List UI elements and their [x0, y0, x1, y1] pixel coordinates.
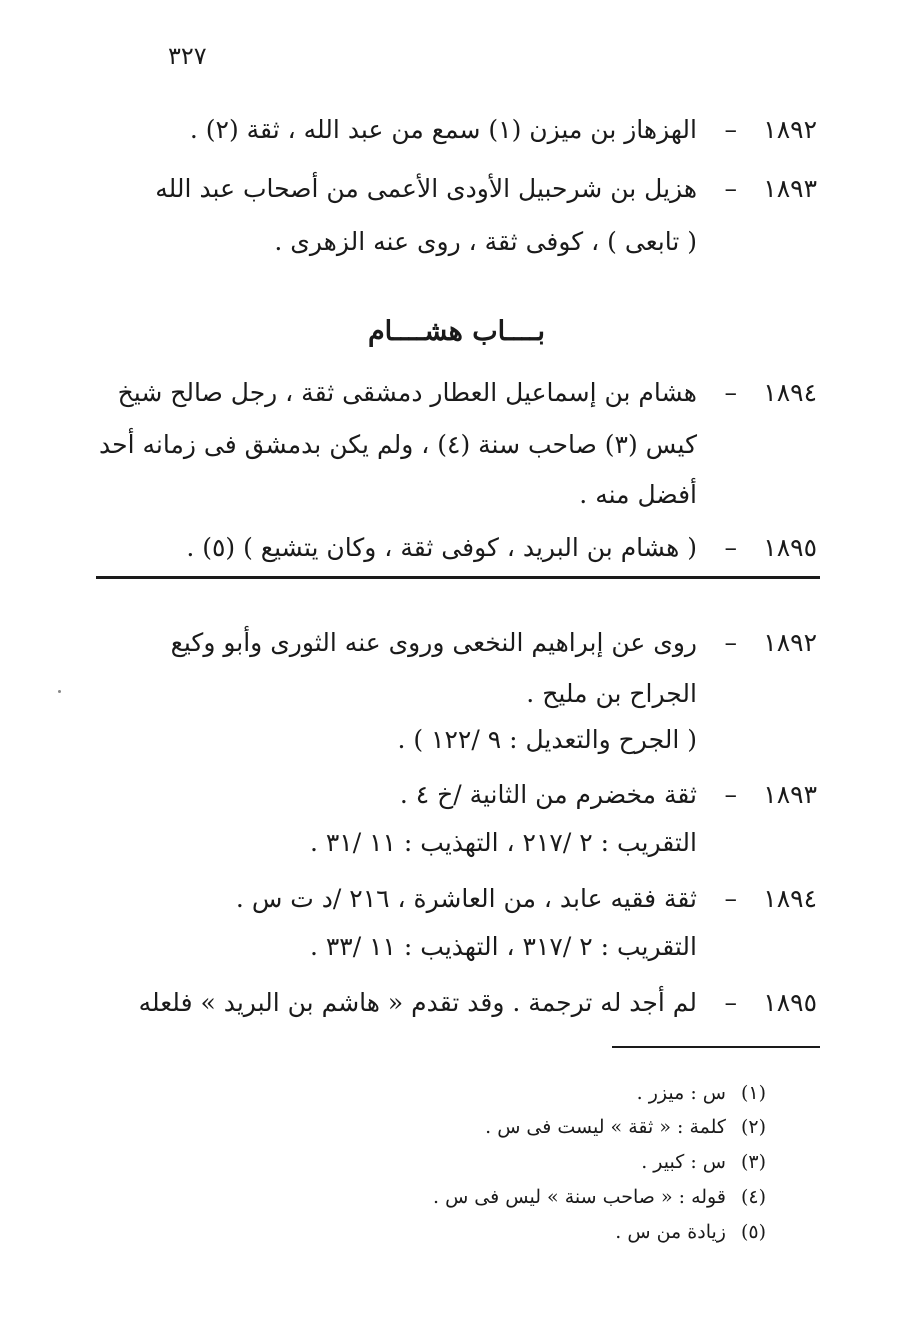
entry-1895: [100, 535, 817, 569]
entry-dash: –: [724, 378, 737, 407]
footnote-2: [485, 1116, 766, 1138]
footnote-1: [637, 1082, 766, 1104]
note-text: روى عن إبراهيم النخعى وروى عنه الثورى وأبو وكيع: [170, 628, 697, 657]
footnote-number: (١): [740, 1082, 766, 1104]
note-reference: التقريب : ٢ /٣١٧ ، التهذيب : ١١ /٣٣ .: [309, 932, 697, 961]
footnote-5: [615, 1221, 766, 1243]
footnote-divider: [612, 1046, 820, 1048]
note-1895: [100, 990, 817, 1024]
footnote-text: س : ميزر .: [636, 1082, 726, 1104]
entry-dash: –: [724, 115, 737, 144]
entry-1893: [100, 176, 817, 210]
footnote-number: (٤): [740, 1186, 766, 1208]
entry-1894: [100, 380, 817, 414]
footnote-text: كلمة : « ثقة » ليست فى س .: [485, 1116, 726, 1138]
note-text: لم أجد له ترجمة . وقد تقدم « هاشم بن البريد » فلعله: [138, 988, 697, 1017]
entry-text: هزيل بن شرحبيل الأودى الأعمى من أصحاب عبد الله: [155, 174, 697, 203]
note-number: ١٨٩٣: [763, 780, 817, 809]
footnote-text: زيادة من س .: [615, 1221, 726, 1243]
note-number: ١٨٩٤: [763, 884, 817, 913]
scan-speck: [58, 690, 61, 693]
note-dash: –: [724, 884, 737, 913]
section-divider: [96, 576, 820, 579]
note-number: ١٨٩٥: [763, 988, 817, 1017]
footnote-number: (٢): [740, 1116, 766, 1138]
entry-1892: [100, 117, 817, 151]
footnote-text: قوله : « صاحب سنة » ليس فى س .: [433, 1186, 726, 1208]
note-1894: [100, 886, 817, 920]
entry-text-continued: كيس (٣) صاحب سنة (٤) ، ولم يكن بدمشق فى زمانه أحد: [99, 430, 697, 459]
entry-number: ١٨٩٥: [763, 533, 817, 562]
footnote-number: (٣): [740, 1151, 766, 1173]
note-text: ثقة مخضرم من الثانية /خ ٤ .: [399, 780, 697, 809]
note-dash: –: [724, 988, 737, 1017]
note-reference: التقريب : ٢ /٢١٧ ، التهذيب : ١١ /٣١ .: [309, 828, 697, 857]
entry-text-continued: ( تابعى ) ، كوفى ثقة ، روى عنه الزهرى .: [274, 227, 697, 256]
page-number: ٣٢٧: [168, 42, 207, 70]
entry-text: الهزهاز بن ميزن (١) سمع من عبد الله ، ثقة (٢) .: [189, 115, 697, 144]
entry-text: هشام بن إسماعيل العطار دمشقى ثقة ، رجل صالح شيخ: [117, 378, 697, 407]
footnote-number: (٥): [740, 1221, 766, 1243]
entry-dash: –: [724, 533, 737, 562]
footnote-4: [433, 1186, 766, 1208]
section-heading: بــــاب هشــــام: [367, 316, 546, 347]
entry-number: ١٨٩٣: [763, 174, 817, 203]
entry-dash: –: [724, 174, 737, 203]
entry-number: ١٨٩٢: [763, 115, 817, 144]
note-dash: –: [724, 780, 737, 809]
note-1893: [100, 782, 817, 816]
entry-text-continued: أفضل منه .: [579, 480, 697, 509]
entry-text: ( هشام بن البريد ، كوفى ثقة ، وكان يتشيع ) (٥) .: [186, 533, 697, 562]
note-number: ١٨٩٢: [763, 628, 817, 657]
note-text-continued: الجراح بن مليح .: [526, 679, 697, 708]
entry-number: ١٨٩٤: [763, 378, 817, 407]
note-1892: [100, 630, 817, 664]
footnote-text: س : كبير .: [641, 1151, 726, 1173]
note-dash: –: [724, 628, 737, 657]
note-text: ثقة فقيه عابد ، من العاشرة ، ٢١٦ /د ت س .: [235, 884, 697, 913]
note-reference: ( الجرح والتعديل : ٩ /١٢٢ ) .: [397, 725, 697, 754]
footnote-3: [641, 1151, 766, 1173]
